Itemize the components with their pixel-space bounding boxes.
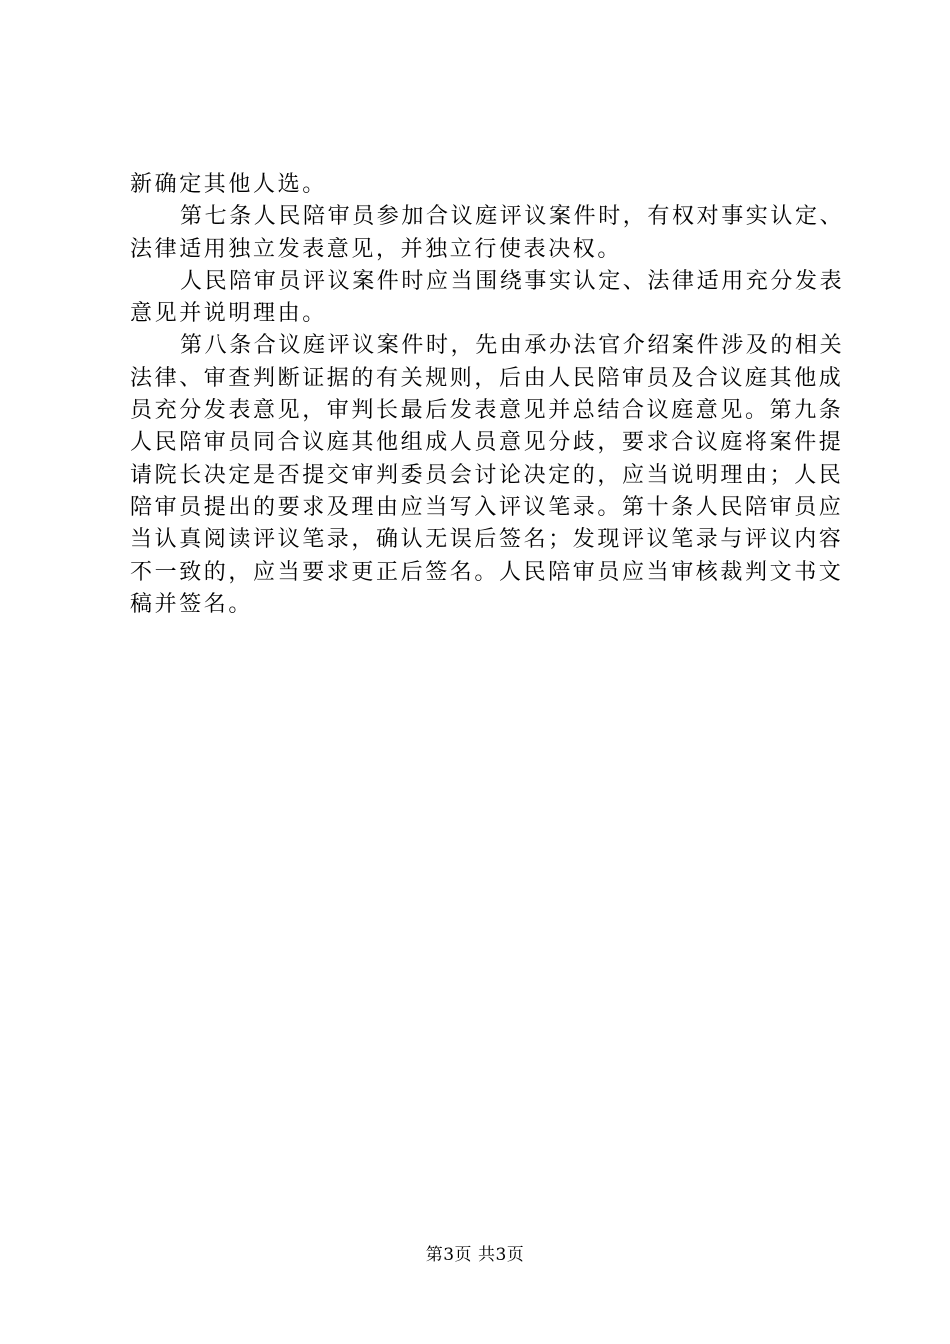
paragraph-continuation: 新确定其他人选。 (130, 172, 327, 197)
paragraph-article-8-10: 第八条合议庭评议案件时，先由承办法官介绍案件涉及的相关法律、审查判断证据的有关规则，后由人民陪审员及合议庭其他成员充分发表意见，审判长最后发表意见并总结合议庭意见。第九条人民陪审员同合议庭其他组成人员意见分歧，要求合议庭将案件提请院长决定是否提交审判委员会讨论决定的，应当说明理由；人民陪审员提出的要求及理由应当写入评议笔录。第十条人民陪审员应当认真阅读评议笔录，确认无误后签名；发现评议笔录与评议内容不一致的，应当要求更正后签名。人民陪审员应当审核裁判文书文稿并签名。 (130, 333, 845, 617)
paragraph-juror-opinion: 人民陪审员评议案件时应当围绕事实认定、法律适用充分发表意见并说明理由。 (130, 268, 845, 327)
page-footer: 第3页 共3页 (425, 1245, 525, 1265)
paragraph-article-7: 第七条人民陪审员参加合议庭评议案件时，有权对事实认定、法律适用独立发表意见，并独立行使表决权。 (130, 204, 845, 262)
document-body (130, 169, 846, 621)
